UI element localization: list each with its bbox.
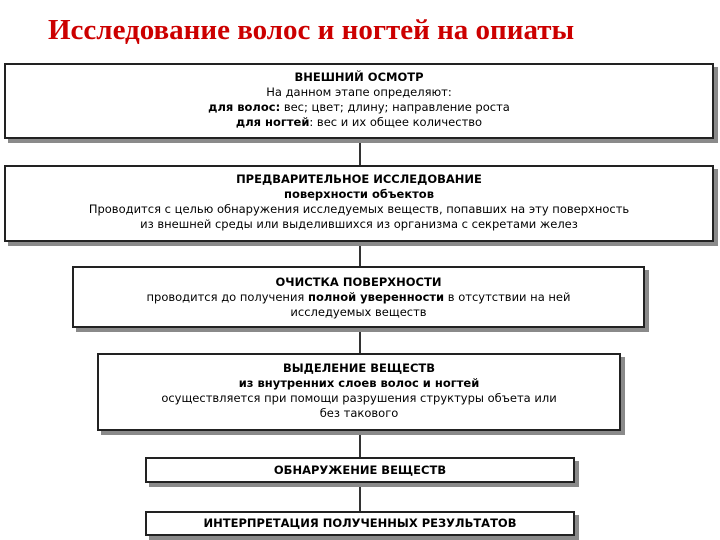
box-subheading: из внутренних слоев волос и ногтей bbox=[238, 376, 480, 390]
text-post: в отсутствии на ней bbox=[444, 290, 571, 304]
box-heading: ПРЕДВАРИТЕЛЬНОЕ ИССЛЕДОВАНИЕ bbox=[236, 172, 482, 186]
box-external-exam bbox=[4, 63, 714, 139]
box-text-nails bbox=[6, 115, 712, 130]
box-heading: ИНТЕРПРЕТАЦИЯ ПОЛУЧЕННЫХ РЕЗУЛЬТАТОВ bbox=[203, 516, 517, 530]
box-heading: ВЫДЕЛЕНИЕ ВЕЩЕСТВ bbox=[282, 361, 436, 375]
box-heading: ОЧИСТКА ПОВЕРХНОСТИ bbox=[275, 275, 442, 289]
box-surface-cleaning bbox=[72, 266, 645, 328]
nails-text: : вес и их общее количество bbox=[309, 115, 483, 129]
box-substance-extraction bbox=[97, 353, 621, 431]
nails-label: для ногтей bbox=[235, 115, 310, 129]
text-bold: полной уверенности bbox=[308, 290, 445, 304]
box-heading: ОБНАРУЖЕНИЕ ВЕЩЕСТВ bbox=[273, 463, 447, 477]
hair-text: вес; цвет; длину; направление роста bbox=[280, 100, 510, 114]
box-preliminary-study bbox=[4, 165, 714, 242]
connector-5-6 bbox=[359, 483, 361, 511]
box-text: осуществляется при помощи разрушения структуры объета или bbox=[161, 391, 557, 405]
box-text: Проводится с целью обнаружения исследуемых веществ, попавших на эту поверхность bbox=[88, 202, 630, 216]
box-text: из внешней среды или выделившихся из организма с секретами желез bbox=[140, 217, 578, 231]
text-pre: проводится до получения bbox=[146, 290, 308, 304]
connector-1-2 bbox=[359, 139, 361, 165]
box-text: исследуемых веществ bbox=[290, 305, 427, 319]
connector-2-3 bbox=[359, 242, 361, 266]
box-text: На данном этапе определяют: bbox=[266, 85, 452, 99]
box-text bbox=[74, 290, 643, 305]
page-title: Исследование волос и ногтей на опиаты bbox=[48, 14, 575, 46]
box-heading: ВНЕШНИЙ ОСМОТР bbox=[294, 70, 424, 84]
box-text-hair bbox=[6, 100, 712, 115]
box-subheading: поверхности объектов bbox=[284, 187, 434, 201]
box-text: без такового bbox=[319, 406, 399, 420]
box-substance-detection bbox=[145, 457, 575, 483]
hair-label: для волос: bbox=[208, 100, 281, 114]
box-results-interpretation bbox=[145, 511, 575, 536]
connector-3-4 bbox=[359, 328, 361, 353]
connector-4-5 bbox=[359, 431, 361, 457]
